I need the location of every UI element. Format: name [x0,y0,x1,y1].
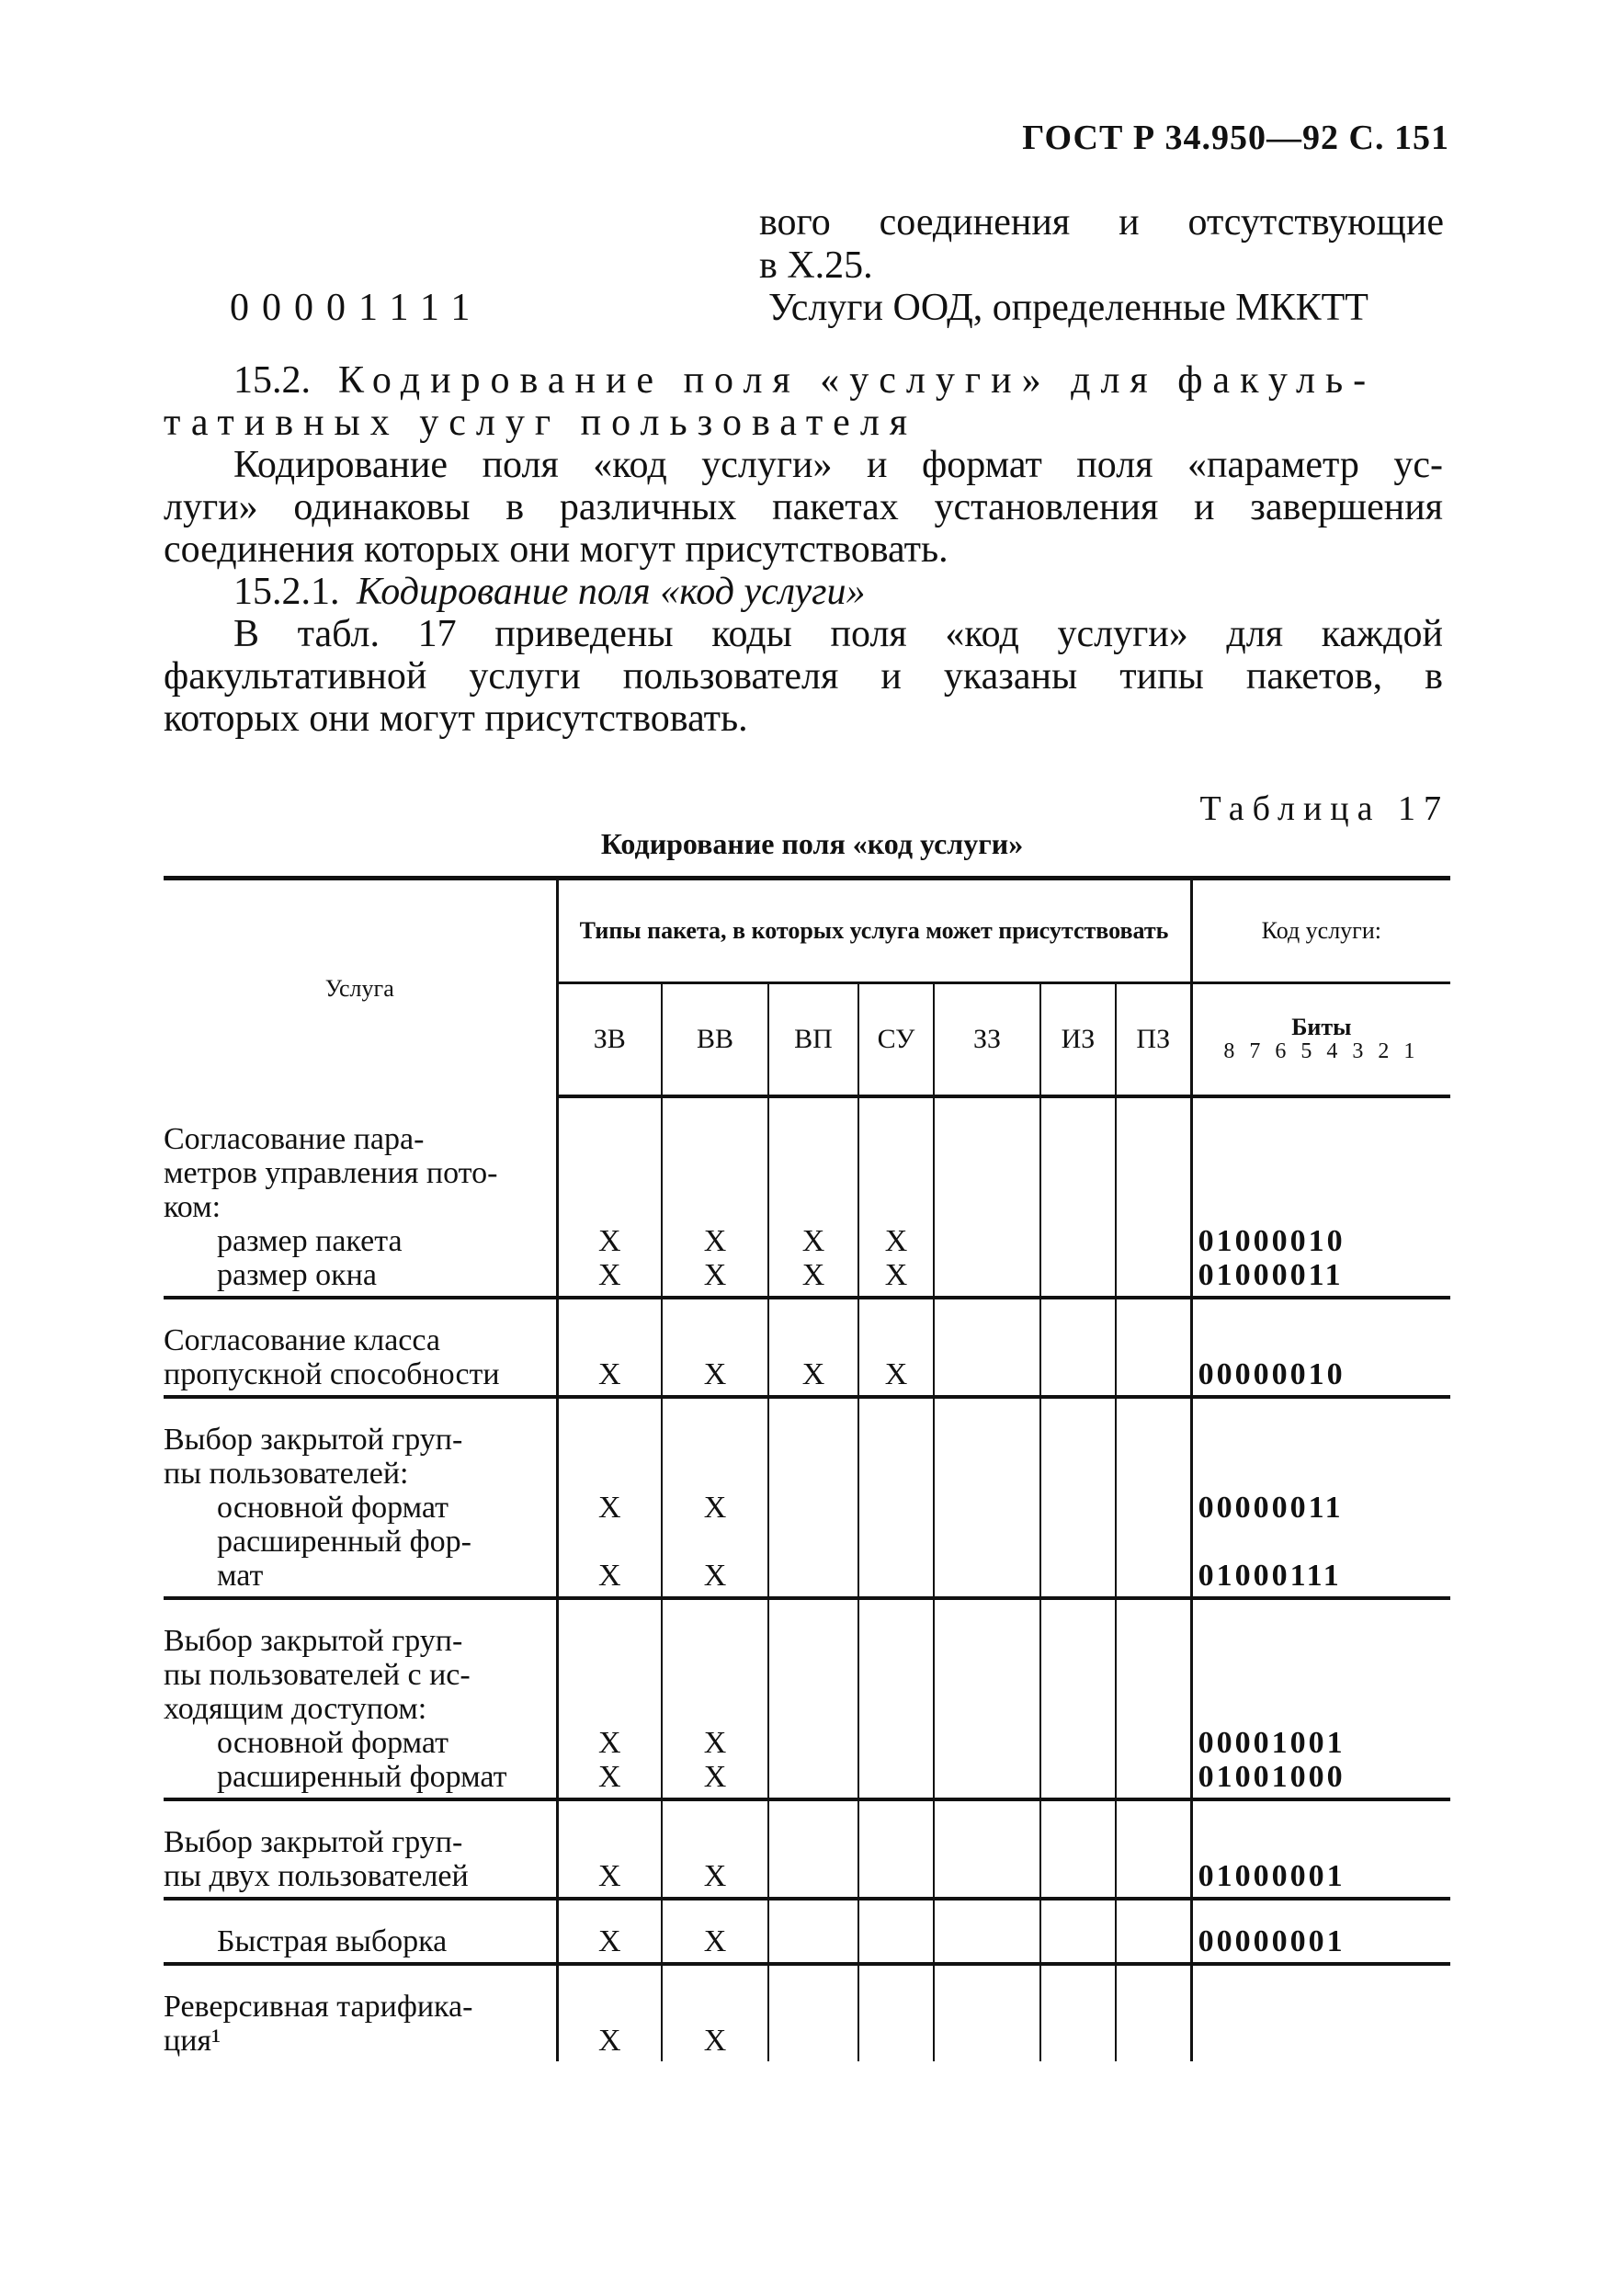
packet-mark-cell [1116,1964,1191,2061]
service-code-value: 01000011 [1198,1258,1344,1292]
packet-mark: X [597,1559,621,1593]
packet-mark-cell [768,1964,858,2061]
service-code-value: 00000010 [1198,1357,1346,1391]
packet-mark: X [597,1726,621,1760]
header-type-1: ВВ [662,983,768,1097]
packet-mark [1117,1726,1190,1760]
packet-mark: X [884,1357,908,1391]
table-row [164,1096,1450,1298]
service-subitem: расширенный формат [217,1760,507,1794]
packet-mark-cell [1116,1096,1191,1298]
bits-order: 8 7 6 5 4 3 2 1 [1223,1039,1420,1063]
packet-mark-cell [768,1899,858,1964]
packet-mark [1041,1859,1115,1893]
intro-line-1: вого соединения и отсутствующие [759,201,1444,244]
service-subitem: основной формат [217,1726,449,1760]
packet-mark [935,1726,1039,1760]
service-subitem: расширенный фор- [217,1525,471,1559]
service-code-table [164,876,1450,2061]
service-name [164,1298,557,1397]
packet-mark: X [703,1357,727,1391]
intro-code-description: Услуги ООД, определенные МККТТ [768,287,1368,329]
service-name [164,1899,557,1964]
packet-mark-cell [1116,1598,1191,1799]
packet-mark-cell [1116,1799,1191,1899]
packet-mark [1117,1491,1190,1525]
packet-mark-cell [557,1397,662,1598]
service-code-value: 00000001 [1198,1924,1346,1958]
packet-mark: X [703,1258,727,1292]
packet-mark-cell [662,1899,768,1964]
packet-mark [1041,1924,1115,1958]
packet-mark: X [703,1859,727,1893]
packet-mark-cell [557,1964,662,2061]
service-name-line: Реверсивная тарифика- [164,1990,473,2024]
packet-mark [1117,1224,1190,1258]
subsection-title: Кодирование поля «код услуги» [357,571,866,613]
para2-line-3: которых они могут присутствовать. [164,698,748,740]
service-name [164,1096,557,1298]
packet-mark [935,1357,1039,1391]
packet-mark [559,1525,662,1559]
packet-mark: X [884,1224,908,1258]
para1-line-1: Кодирование поля «код услуги» и формат поля «параметр ус- [233,444,1443,486]
packet-mark [1117,1258,1190,1292]
packet-mark-cell [662,1799,768,1899]
packet-mark-cell [1116,1298,1191,1397]
packet-mark [1117,1525,1190,1559]
service-name [164,1598,557,1799]
packet-mark [1117,1559,1190,1593]
service-subitem: Быстрая выборка [217,1924,448,1958]
packet-mark-cell [768,1598,858,1799]
header-packet-types: Типы пакета, в которых услуга может присутствовать [557,879,1191,983]
packet-mark [1041,1224,1115,1258]
service-name [164,1964,557,2061]
packet-mark [769,1559,857,1593]
packet-mark [1041,1491,1115,1525]
packet-mark: X [703,2024,727,2058]
packet-mark: X [703,1924,727,1958]
packet-mark: X [801,1224,825,1258]
table-row [164,1397,1450,1598]
packet-mark-cell [1040,1899,1116,1964]
packet-mark [935,1859,1039,1893]
service-subitem: мат [217,1559,264,1593]
service-code [1191,1899,1450,1964]
para1-line-2: луги» одинаковы в различных пакетах установления и завершения [164,486,1443,528]
packet-mark [859,1859,933,1893]
packet-mark: X [597,1859,621,1893]
service-name-line: ком: [164,1190,221,1224]
subsection-number: 15.2.1. [233,571,340,613]
intro-line-2: в X.25. [759,244,873,287]
packet-mark: X [597,1491,621,1525]
packet-mark [1041,1760,1115,1794]
service-name-line: пы пользователей с ис- [164,1658,471,1692]
packet-mark [859,2024,933,2058]
packet-mark [1041,1357,1115,1391]
packet-mark: X [884,1258,908,1292]
packet-mark [859,1525,933,1559]
packet-mark: X [597,1760,621,1794]
packet-mark [859,1559,933,1593]
packet-mark-cell [858,1964,934,2061]
table-row [164,1899,1450,1964]
table-body [164,1096,1450,2061]
packet-mark [1117,1924,1190,1958]
packet-mark-cell [557,1899,662,1964]
packet-mark-cell [1116,1899,1191,1964]
packet-mark-cell [934,1899,1040,1964]
service-name [164,1397,557,1598]
packet-mark-cell [934,1397,1040,1598]
packet-mark [935,1491,1039,1525]
service-code-value: 01001000 [1198,1760,1346,1794]
service-name-line: Выбор закрытой груп- [164,1825,463,1859]
packet-mark [1117,2024,1190,2058]
service-subitem: пропускной способности [164,1357,500,1391]
packet-mark [769,1525,857,1559]
section-heading-line-2: тативных услуг пользователя [164,402,918,444]
packet-mark-cell [768,1096,858,1298]
packet-mark [935,2024,1039,2058]
packet-mark [1041,1525,1115,1559]
service-name-line: пы пользователей: [164,1457,409,1491]
header-type-2: ВП [768,983,858,1097]
packet-mark-cell [768,1799,858,1899]
packet-mark [1041,1726,1115,1760]
packet-mark [935,1559,1039,1593]
packet-mark [663,1525,767,1559]
service-code [1191,1397,1450,1598]
table-row [164,1964,1450,2061]
packet-mark-cell [1040,1598,1116,1799]
packet-mark: X [597,1258,621,1292]
service-subitem: размер пакета [217,1224,403,1258]
packet-mark-cell [1040,1964,1116,2061]
service-code [1191,1964,1450,2061]
packet-mark-cell [934,1298,1040,1397]
packet-mark [859,1760,933,1794]
packet-mark-cell [557,1096,662,1298]
packet-mark-cell [557,1799,662,1899]
service-code-value: 00000011 [1198,1491,1344,1525]
service-subitem: размер окна [217,1258,377,1292]
service-subitem: пы двух пользователей [164,1859,469,1893]
service-code-value: 01000111 [1198,1559,1342,1593]
packet-mark-cell [1040,1799,1116,1899]
packet-mark-cell [662,1298,768,1397]
section-heading-line-1: Кодирование поля «услуги» для факуль- [338,359,1377,402]
para2-line-1: В табл. 17 приведены коды поля «код услуги» для каждой [233,613,1443,655]
service-name-line: Согласование класса [164,1323,440,1357]
packet-mark-cell [858,1598,934,1799]
packet-mark-cell [1040,1096,1116,1298]
packet-mark-cell [858,1096,934,1298]
packet-mark: X [801,1357,825,1391]
packet-mark [1117,1357,1190,1391]
packet-mark: X [597,1357,621,1391]
packet-mark [859,1924,933,1958]
packet-mark-cell [858,1298,934,1397]
service-name-line: Выбор закрытой груп- [164,1423,463,1457]
para1-line-3: соединения которых они могут присутствовать. [164,528,948,571]
packet-mark-cell [557,1598,662,1799]
packet-mark: X [703,1224,727,1258]
packet-mark [769,1760,857,1794]
packet-mark-cell [858,1397,934,1598]
header-service: Услуга [164,879,557,1097]
header-bits [1191,983,1450,1097]
packet-mark-cell [858,1899,934,1964]
service-code-value: 01000010 [1198,1224,1346,1258]
header-type-3: СУ [858,983,934,1097]
packet-mark-cell [934,1964,1040,2061]
service-code-value [1198,1525,1451,1559]
packet-mark [935,1760,1039,1794]
service-name-line: Согласование пара- [164,1122,425,1156]
table-title: Кодирование поля «код услуги» [600,827,1024,860]
header-type-6: ПЗ [1116,983,1191,1097]
packet-mark-cell [768,1397,858,1598]
table-row [164,1598,1450,1799]
header-type-4: ЗЗ [934,983,1040,1097]
table-row [164,1298,1450,1397]
service-code [1191,1298,1450,1397]
running-title: ГОСТ Р 34.950—92 С. 151 [1022,119,1449,157]
packet-mark [769,1924,857,1958]
packet-mark [935,1258,1039,1292]
packet-mark: X [801,1258,825,1292]
service-code-value: 01000001 [1198,1859,1346,1893]
table-label: Таблица 17 [1199,789,1449,828]
packet-mark-cell [662,1397,768,1598]
packet-mark-cell [858,1799,934,1899]
packet-mark [859,1726,933,1760]
service-code [1191,1598,1450,1799]
table-row [164,1799,1450,1899]
packet-mark-cell [662,1598,768,1799]
packet-mark: X [597,1224,621,1258]
packet-mark [935,1525,1039,1559]
packet-mark: X [703,1559,727,1593]
packet-mark-cell [662,1096,768,1298]
packet-mark [859,1491,933,1525]
packet-mark-cell [934,1799,1040,1899]
packet-mark [935,1224,1039,1258]
packet-mark [1041,1559,1115,1593]
packet-mark: X [703,1726,727,1760]
service-name-line: ходящим доступом: [164,1692,427,1726]
service-name [164,1799,557,1899]
service-code-value: 00001001 [1198,1726,1346,1760]
header-service-code: Код услуги: [1191,879,1450,983]
packet-mark [1041,1258,1115,1292]
para2-line-2: факультативной услуги пользователя и указаны типы пакетов, в [164,655,1443,698]
packet-mark [769,1726,857,1760]
intro-code: 00001111 [230,287,483,329]
packet-mark: X [597,2024,621,2058]
packet-mark [1117,1859,1190,1893]
packet-mark-cell [934,1598,1040,1799]
packet-mark [769,2024,857,2058]
packet-mark [935,1924,1039,1958]
packet-mark [769,1491,857,1525]
service-code [1191,1799,1450,1899]
service-name-line: Выбор закрытой груп- [164,1624,463,1658]
packet-mark [1041,2024,1115,2058]
packet-mark: X [703,1491,727,1525]
header-type-5: ИЗ [1040,983,1116,1097]
packet-mark: X [703,1760,727,1794]
service-code [1191,1096,1450,1298]
packet-mark-cell [557,1298,662,1397]
bits-label: Биты [1291,1014,1352,1040]
service-code-value [1198,2024,1451,2058]
section-heading-number: 15.2. [233,359,311,402]
packet-mark-cell [1040,1298,1116,1397]
service-subitem: ция¹ [164,2024,221,2058]
header-type-0: ЗВ [557,983,662,1097]
packet-mark [1117,1760,1190,1794]
packet-mark-cell [768,1298,858,1397]
packet-mark-cell [1116,1397,1191,1598]
packet-mark [769,1859,857,1893]
packet-mark-cell [934,1096,1040,1298]
packet-mark: X [597,1924,621,1958]
service-subitem: основной формат [217,1491,449,1525]
packet-mark-cell [662,1964,768,2061]
service-name-line: метров управления пото- [164,1156,498,1190]
packet-mark-cell [1040,1397,1116,1598]
